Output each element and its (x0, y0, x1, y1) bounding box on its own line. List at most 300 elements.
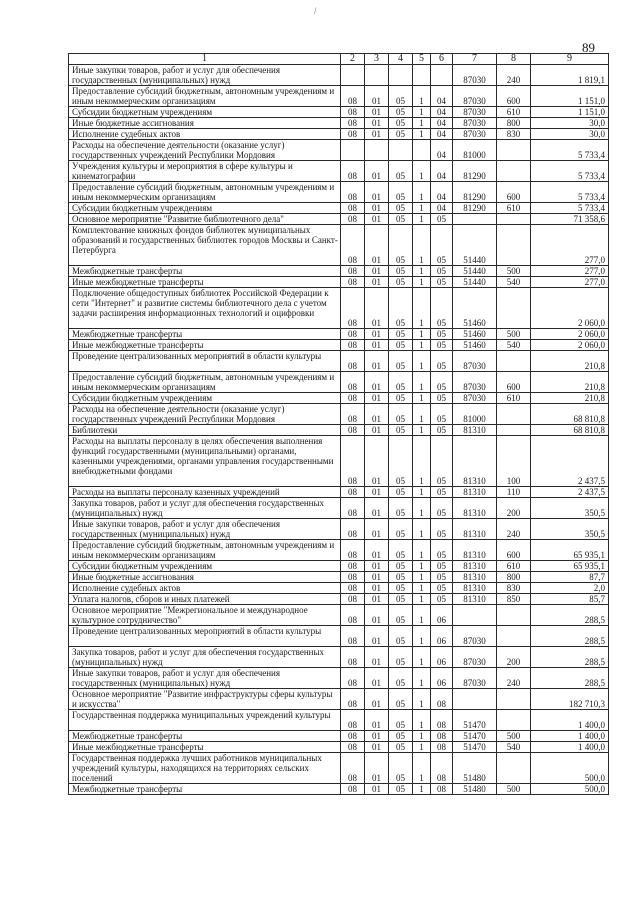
row-name: Закупка товаров, работ и услуг для обеспечения государственных (муниципальных) нужд (69, 498, 341, 519)
table-row (69, 351, 609, 372)
row-expense-type: 600 (497, 372, 531, 393)
row-section: 01 (365, 203, 389, 214)
row-code: 08 (341, 118, 365, 129)
row-subsection: 05 (389, 118, 413, 129)
row-target: 81000 (453, 404, 497, 425)
row-subprogram: 06 (431, 668, 453, 689)
row-program: 1 (413, 182, 431, 203)
row-expense-type (497, 753, 531, 784)
row-name: Иные межбюджетные трансферты (69, 277, 341, 288)
row-code: 08 (341, 161, 365, 182)
row-subsection: 05 (389, 498, 413, 519)
row-subsection: 05 (389, 436, 413, 487)
row-target: 81310 (453, 540, 497, 561)
row-subsection: 05 (389, 731, 413, 742)
table-row (69, 561, 609, 572)
row-target: 51440 (453, 277, 497, 288)
row-name: Библиотеки (69, 425, 341, 436)
row-target: 81310 (453, 519, 497, 540)
row-expense-type: 240 (497, 65, 531, 86)
row-name: Исполнение судебных актов (69, 129, 341, 140)
row-name: Основное мероприятие "Развитие библиотечного дела" (69, 214, 341, 225)
row-expense-type (497, 605, 531, 626)
row-code: 08 (341, 742, 365, 753)
row-target: 81000 (453, 140, 497, 161)
row-expense-type: 800 (497, 118, 531, 129)
row-subprogram: 08 (431, 753, 453, 784)
row-target: 87030 (453, 118, 497, 129)
row-expense-type: 500 (497, 266, 531, 277)
row-expense-type (497, 161, 531, 182)
table-row (69, 425, 609, 436)
row-expense-type: 500 (497, 329, 531, 340)
row-subsection: 05 (389, 561, 413, 572)
row-subprogram: 04 (431, 86, 453, 107)
row-code: 08 (341, 572, 365, 583)
row-subsection: 05 (389, 583, 413, 594)
row-subprogram: 04 (431, 161, 453, 182)
row-target: 51480 (453, 753, 497, 784)
row-expense-type (497, 214, 531, 225)
row-expense-type: 540 (497, 277, 531, 288)
row-subprogram: 05 (431, 225, 453, 266)
row-section: 01 (365, 393, 389, 404)
row-subsection: 05 (389, 668, 413, 689)
row-subprogram: 05 (431, 561, 453, 572)
row-name: Межбюджетные трансферты (69, 784, 341, 795)
row-program: 1 (413, 561, 431, 572)
row-program: 1 (413, 583, 431, 594)
row-name: Государственная поддержка муниципальных учреждений культуры (69, 710, 341, 731)
row-sum: 65 935,1 (531, 540, 609, 561)
row-section: 01 (365, 118, 389, 129)
row-section: 01 (365, 436, 389, 487)
table-row (69, 784, 609, 795)
row-name: Предоставление субсидий бюджетным, автономным учреждениям и иным некоммерческим организациям (69, 182, 341, 203)
row-section: 01 (365, 329, 389, 340)
table-row (69, 214, 609, 225)
row-sum: 210,8 (531, 351, 609, 372)
row-section: 01 (365, 605, 389, 626)
row-subprogram: 05 (431, 540, 453, 561)
row-sum: 277,0 (531, 225, 609, 266)
row-sum: 288,5 (531, 668, 609, 689)
row-name: Субсидии бюджетным учреждениям (69, 203, 341, 214)
row-name: Субсидии бюджетным учреждениям (69, 107, 341, 118)
row-program: 1 (413, 487, 431, 498)
row-sum: 2,0 (531, 583, 609, 594)
row-code: 08 (341, 225, 365, 266)
row-name: Межбюджетные трансферты (69, 731, 341, 742)
row-subsection: 05 (389, 182, 413, 203)
row-subprogram: 05 (431, 404, 453, 425)
table-row (69, 487, 609, 498)
row-code: 08 (341, 436, 365, 487)
row-target: 81310 (453, 594, 497, 605)
row-subprogram: 08 (431, 784, 453, 795)
row-expense-type (497, 140, 531, 161)
row-subsection: 05 (389, 519, 413, 540)
row-name: Закупка товаров, работ и услуг для обеспечения государственных (муниципальных) нужд (69, 647, 341, 668)
row-section: 01 (365, 561, 389, 572)
table-row (69, 519, 609, 540)
row-target: 51470 (453, 742, 497, 753)
row-sum: 5 733,4 (531, 161, 609, 182)
row-section (365, 65, 389, 86)
row-code: 08 (341, 288, 365, 329)
row-expense-type (497, 689, 531, 710)
row-name: Государственная поддержка лучших работников муниципальных учреждений культуры, находящихся на территориях сельских поселений (69, 753, 341, 784)
row-subprogram: 05 (431, 572, 453, 583)
row-section: 01 (365, 498, 389, 519)
row-section: 01 (365, 668, 389, 689)
row-subsection: 05 (389, 214, 413, 225)
table-row (69, 668, 609, 689)
row-sum: 500,0 (531, 784, 609, 795)
row-target: 51470 (453, 710, 497, 731)
table-body (69, 65, 609, 795)
row-sum: 1 151,0 (531, 86, 609, 107)
table-row (69, 372, 609, 393)
table-row (69, 742, 609, 753)
row-code: 08 (341, 203, 365, 214)
table-row (69, 288, 609, 329)
header-cell: 7 (453, 54, 497, 65)
row-subsection (389, 65, 413, 86)
row-code: 08 (341, 561, 365, 572)
row-program: 1 (413, 329, 431, 340)
row-program: 1 (413, 753, 431, 784)
row-code (341, 140, 365, 161)
row-code: 08 (341, 540, 365, 561)
row-expense-type: 830 (497, 583, 531, 594)
row-subprogram: 08 (431, 731, 453, 742)
row-section: 01 (365, 129, 389, 140)
row-expense-type: 200 (497, 647, 531, 668)
table-row (69, 393, 609, 404)
row-name: Предоставление субсидий бюджетным, автономным учреждениям и иным некоммерческим организациям (69, 540, 341, 561)
row-program: 1 (413, 351, 431, 372)
row-target (453, 214, 497, 225)
row-code: 08 (341, 753, 365, 784)
table-row (69, 689, 609, 710)
row-subprogram: 06 (431, 647, 453, 668)
row-name: Расходы на выплаты персоналу казенных учреждений (69, 487, 341, 498)
row-sum: 210,8 (531, 393, 609, 404)
row-section: 01 (365, 161, 389, 182)
row-subprogram: 04 (431, 129, 453, 140)
row-section: 01 (365, 404, 389, 425)
row-sum: 288,5 (531, 605, 609, 626)
row-section: 01 (365, 594, 389, 605)
row-target: 81290 (453, 182, 497, 203)
table-row (69, 605, 609, 626)
row-subsection: 05 (389, 107, 413, 118)
row-subprogram: 05 (431, 519, 453, 540)
row-target: 51460 (453, 288, 497, 329)
row-code: 08 (341, 605, 365, 626)
row-expense-type: 200 (497, 498, 531, 519)
row-sum: 1 400,0 (531, 742, 609, 753)
row-subsection: 05 (389, 784, 413, 795)
row-subprogram: 08 (431, 710, 453, 731)
row-sum: 87,7 (531, 572, 609, 583)
row-subprogram: 06 (431, 605, 453, 626)
row-section: 01 (365, 689, 389, 710)
row-target: 87030 (453, 626, 497, 647)
row-sum: 210,8 (531, 372, 609, 393)
row-target: 81310 (453, 583, 497, 594)
row-program: 1 (413, 372, 431, 393)
table-row (69, 277, 609, 288)
row-code: 08 (341, 393, 365, 404)
row-program (413, 65, 431, 86)
row-subprogram: 05 (431, 372, 453, 393)
row-section: 01 (365, 340, 389, 351)
row-program: 1 (413, 277, 431, 288)
row-sum: 5 733,4 (531, 182, 609, 203)
row-subsection: 05 (389, 129, 413, 140)
row-subsection: 05 (389, 340, 413, 351)
row-subprogram: 05 (431, 277, 453, 288)
row-name: Предоставление субсидий бюджетным, автономным учреждениям и иным некоммерческим организациям (69, 86, 341, 107)
row-sum: 30,0 (531, 129, 609, 140)
row-expense-type: 610 (497, 107, 531, 118)
table-row (69, 436, 609, 487)
table-row (69, 140, 609, 161)
header-cell: 2 (341, 54, 365, 65)
row-subsection (389, 140, 413, 161)
row-sum: 288,5 (531, 626, 609, 647)
table-row (69, 118, 609, 129)
header-cell: 9 (531, 54, 609, 65)
row-expense-type: 600 (497, 182, 531, 203)
row-expense-type: 800 (497, 572, 531, 583)
row-program: 1 (413, 86, 431, 107)
row-name: Расходы на обеспечение деятельности (оказание услуг) государственных учреждений Республики Мордовия (69, 140, 341, 161)
row-target: 81310 (453, 561, 497, 572)
row-target (453, 689, 497, 710)
row-section: 01 (365, 572, 389, 583)
header-cell: 6 (431, 54, 453, 65)
row-subprogram: 05 (431, 266, 453, 277)
row-sum: 5 733,4 (531, 203, 609, 214)
row-program: 1 (413, 225, 431, 266)
row-code: 08 (341, 214, 365, 225)
row-target: 81290 (453, 161, 497, 182)
table-row (69, 710, 609, 731)
row-expense-type: 240 (497, 519, 531, 540)
row-name: Межбюджетные трансферты (69, 266, 341, 277)
row-code: 08 (341, 129, 365, 140)
row-sum: 1 400,0 (531, 731, 609, 742)
row-expense-type (497, 225, 531, 266)
row-program: 1 (413, 519, 431, 540)
row-subprogram: 04 (431, 182, 453, 203)
table-row (69, 572, 609, 583)
row-subsection: 05 (389, 540, 413, 561)
row-expense-type: 500 (497, 731, 531, 742)
row-expense-type: 610 (497, 561, 531, 572)
row-section: 01 (365, 519, 389, 540)
row-subsection: 05 (389, 689, 413, 710)
row-code: 08 (341, 487, 365, 498)
row-sum: 71 358,6 (531, 214, 609, 225)
row-sum: 2 437,5 (531, 436, 609, 487)
row-program: 1 (413, 118, 431, 129)
row-target: 87030 (453, 107, 497, 118)
row-code: 08 (341, 182, 365, 203)
row-code: 08 (341, 594, 365, 605)
row-subsection: 05 (389, 225, 413, 266)
row-expense-type (497, 404, 531, 425)
row-program: 1 (413, 498, 431, 519)
row-subsection: 05 (389, 594, 413, 605)
row-code: 08 (341, 340, 365, 351)
row-section: 01 (365, 372, 389, 393)
row-subprogram: 05 (431, 583, 453, 594)
row-subsection: 05 (389, 753, 413, 784)
row-name: Иные бюджетные ассигнования (69, 572, 341, 583)
row-section: 01 (365, 647, 389, 668)
row-target: 51440 (453, 266, 497, 277)
header-cell: 4 (389, 54, 413, 65)
row-name: Расходы на выплаты персоналу в целях обеспечения выполнения функций государственными (муниципальными) органами, казенными учреждениями, органами управления государственными внебюджетными фондами (69, 436, 341, 487)
row-section: 01 (365, 540, 389, 561)
row-subprogram: 05 (431, 351, 453, 372)
table-row (69, 594, 609, 605)
row-code: 08 (341, 107, 365, 118)
table-row (69, 340, 609, 351)
row-name: Основное мероприятие "Межрегиональное и международное культурное сотрудничество" (69, 605, 341, 626)
row-target: 81310 (453, 425, 497, 436)
row-expense-type (497, 710, 531, 731)
row-program: 1 (413, 668, 431, 689)
row-subprogram: 05 (431, 594, 453, 605)
row-subsection: 05 (389, 572, 413, 583)
row-target: 87030 (453, 393, 497, 404)
table-header-row (69, 54, 609, 65)
table-row (69, 107, 609, 118)
row-section (365, 140, 389, 161)
row-name: Уплата налогов, сборов и иных платежей (69, 594, 341, 605)
row-section: 01 (365, 710, 389, 731)
row-program: 1 (413, 710, 431, 731)
row-subprogram: 05 (431, 214, 453, 225)
table-row (69, 498, 609, 519)
row-subsection: 05 (389, 266, 413, 277)
row-expense-type (497, 626, 531, 647)
row-program: 1 (413, 425, 431, 436)
row-sum: 350,5 (531, 498, 609, 519)
table-row (69, 225, 609, 266)
row-subprogram: 05 (431, 498, 453, 519)
row-section: 01 (365, 182, 389, 203)
row-code: 08 (341, 626, 365, 647)
row-section: 01 (365, 753, 389, 784)
row-target: 87030 (453, 668, 497, 689)
row-program: 1 (413, 572, 431, 583)
row-sum: 288,5 (531, 647, 609, 668)
row-sum: 30,0 (531, 118, 609, 129)
row-section: 01 (365, 487, 389, 498)
row-name: Иные закупки товаров, работ и услуг для обеспечения государственных (муниципальных) нужд (69, 519, 341, 540)
row-expense-type: 540 (497, 340, 531, 351)
row-section: 01 (365, 225, 389, 266)
row-subsection: 05 (389, 288, 413, 329)
row-name: Иные межбюджетные трансферты (69, 742, 341, 753)
row-sum: 350,5 (531, 519, 609, 540)
row-program: 1 (413, 626, 431, 647)
row-program: 1 (413, 203, 431, 214)
row-name: Расходы на обеспечение деятельности (оказание услуг) государственных учреждений Республики Мордовия (69, 404, 341, 425)
row-sum: 500,0 (531, 753, 609, 784)
row-target: 87030 (453, 351, 497, 372)
row-target: 81310 (453, 572, 497, 583)
row-program: 1 (413, 731, 431, 742)
table-row (69, 266, 609, 277)
row-sum: 1 400,0 (531, 710, 609, 731)
row-program (413, 140, 431, 161)
row-subsection: 05 (389, 647, 413, 668)
row-program: 1 (413, 605, 431, 626)
scan-mark: / (314, 6, 317, 16)
row-sum: 5 733,4 (531, 140, 609, 161)
row-section: 01 (365, 731, 389, 742)
row-subprogram: 05 (431, 288, 453, 329)
row-target: 51460 (453, 329, 497, 340)
table-row (69, 583, 609, 594)
row-subsection: 05 (389, 329, 413, 340)
row-name: Иные межбюджетные трансферты (69, 340, 341, 351)
row-subprogram: 08 (431, 689, 453, 710)
row-name: Межбюджетные трансферты (69, 329, 341, 340)
row-name: Комплектование книжных фондов библиотек муниципальных образований и государственных библиотек городов Москвы и Санкт-Петербурга (69, 225, 341, 266)
row-subprogram: 05 (431, 393, 453, 404)
row-name: Проведение централизованных мероприятий в области культуры (69, 351, 341, 372)
row-subprogram: 05 (431, 425, 453, 436)
row-code: 08 (341, 668, 365, 689)
row-expense-type: 540 (497, 742, 531, 753)
row-subprogram: 06 (431, 626, 453, 647)
row-code: 08 (341, 689, 365, 710)
row-name: Иные закупки товаров, работ и услуг для обеспечения государственных (муниципальных) нужд (69, 65, 341, 86)
row-section: 01 (365, 86, 389, 107)
row-program: 1 (413, 129, 431, 140)
row-code: 08 (341, 519, 365, 540)
row-target (453, 605, 497, 626)
row-expense-type: 600 (497, 86, 531, 107)
row-code: 08 (341, 266, 365, 277)
row-section: 01 (365, 583, 389, 594)
row-code: 08 (341, 372, 365, 393)
table-row (69, 404, 609, 425)
row-subsection: 05 (389, 626, 413, 647)
row-code: 08 (341, 647, 365, 668)
row-expense-type: 850 (497, 594, 531, 605)
row-name: Учреждения культуры и мероприятия в сфере культуры и кинематографии (69, 161, 341, 182)
row-sum: 85,7 (531, 594, 609, 605)
row-sum: 2 060,0 (531, 288, 609, 329)
row-target: 51480 (453, 784, 497, 795)
table-row (69, 161, 609, 182)
row-subsection: 05 (389, 404, 413, 425)
header-cell: 8 (497, 54, 531, 65)
header-cell: 5 (413, 54, 431, 65)
row-name: Основное мероприятие "Развитие инфраструктуры сферы культуры и искусства" (69, 689, 341, 710)
row-program: 1 (413, 689, 431, 710)
row-code (341, 65, 365, 86)
